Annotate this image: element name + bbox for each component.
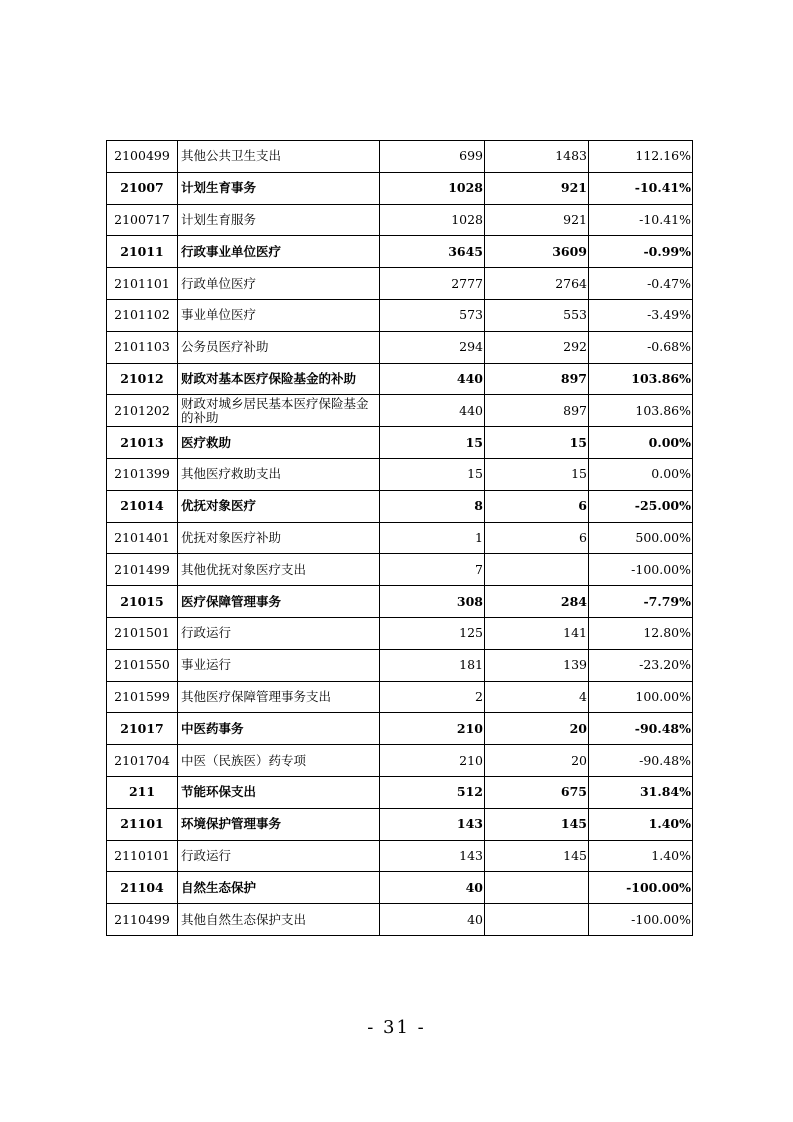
row-name: 计划生育事务 (178, 172, 380, 204)
row-value-2020: 284 (485, 586, 589, 618)
row-value-2019: 573 (380, 299, 485, 331)
table-row (107, 713, 693, 745)
row-name: 公务员医疗补助 (178, 331, 380, 363)
row-value-2019: 210 (380, 713, 485, 745)
table-row (107, 363, 693, 395)
row-value-2020: 6 (485, 490, 589, 522)
table-row (107, 490, 693, 522)
row-code: 21101 (107, 808, 178, 840)
row-code: 2101550 (107, 649, 178, 681)
row-change-percent: 103.86% (589, 395, 693, 427)
table-row (107, 395, 693, 427)
table-row (107, 904, 693, 936)
row-value-2020: 145 (485, 808, 589, 840)
row-code: 2110499 (107, 904, 178, 936)
row-value-2020 (485, 904, 589, 936)
row-change-percent: -90.48% (589, 745, 693, 777)
table-row (107, 458, 693, 490)
row-change-percent: -100.00% (589, 554, 693, 586)
row-code: 2101704 (107, 745, 178, 777)
budget-table (106, 140, 693, 936)
row-change-percent: -0.68% (589, 331, 693, 363)
budget-table-body (107, 141, 693, 936)
row-change-percent: -25.00% (589, 490, 693, 522)
table-row (107, 331, 693, 363)
row-name: 其他优抚对象医疗支出 (178, 554, 380, 586)
row-code: 21011 (107, 236, 178, 268)
row-change-percent: -100.00% (589, 904, 693, 936)
row-value-2019: 143 (380, 840, 485, 872)
row-name: 节能环保支出 (178, 776, 380, 808)
row-value-2020 (485, 554, 589, 586)
row-code: 21017 (107, 713, 178, 745)
row-code: 21012 (107, 363, 178, 395)
row-change-percent: 500.00% (589, 522, 693, 554)
row-name: 其他医疗保障管理事务支出 (178, 681, 380, 713)
table-row (107, 776, 693, 808)
row-name: 行政运行 (178, 840, 380, 872)
row-change-percent: -0.47% (589, 268, 693, 300)
row-value-2019: 7 (380, 554, 485, 586)
row-code: 2101101 (107, 268, 178, 300)
row-code: 2101599 (107, 681, 178, 713)
row-value-2020: 2764 (485, 268, 589, 300)
row-value-2019: 512 (380, 776, 485, 808)
row-change-percent: -90.48% (589, 713, 693, 745)
row-name: 优抚对象医疗 (178, 490, 380, 522)
row-value-2020: 139 (485, 649, 589, 681)
table-row (107, 681, 693, 713)
row-value-2019: 181 (380, 649, 485, 681)
row-code: 21014 (107, 490, 178, 522)
row-code: 2101399 (107, 458, 178, 490)
row-name: 财政对基本医疗保险基金的补助 (178, 363, 380, 395)
row-code: 2100499 (107, 141, 178, 173)
row-value-2019: 308 (380, 586, 485, 618)
row-code: 2101499 (107, 554, 178, 586)
row-code: 21007 (107, 172, 178, 204)
row-value-2020: 6 (485, 522, 589, 554)
row-name: 行政单位医疗 (178, 268, 380, 300)
table-row (107, 617, 693, 649)
row-value-2019: 3645 (380, 236, 485, 268)
row-code: 2101102 (107, 299, 178, 331)
row-value-2020: 20 (485, 745, 589, 777)
row-change-percent: 100.00% (589, 681, 693, 713)
row-change-percent: -0.99% (589, 236, 693, 268)
table-row (107, 204, 693, 236)
row-value-2020: 141 (485, 617, 589, 649)
row-name: 其他自然生态保护支出 (178, 904, 380, 936)
table-row (107, 522, 693, 554)
row-code: 21104 (107, 872, 178, 904)
table-row (107, 745, 693, 777)
row-name: 财政对城乡居民基本医疗保险基金的补助 (178, 395, 380, 427)
row-value-2019: 143 (380, 808, 485, 840)
row-change-percent: 12.80% (589, 617, 693, 649)
row-code: 2110101 (107, 840, 178, 872)
table-row (107, 649, 693, 681)
row-change-percent: -10.41% (589, 172, 693, 204)
row-name: 环境保护管理事务 (178, 808, 380, 840)
row-code: 21015 (107, 586, 178, 618)
page-number: - 31 - (367, 1017, 426, 1038)
row-value-2020: 675 (485, 776, 589, 808)
row-code: 2100717 (107, 204, 178, 236)
row-code: 2101202 (107, 395, 178, 427)
row-value-2019: 2 (380, 681, 485, 713)
row-name: 行政事业单位医疗 (178, 236, 380, 268)
table-row (107, 299, 693, 331)
row-value-2020: 292 (485, 331, 589, 363)
row-code: 2101401 (107, 522, 178, 554)
row-code: 2101501 (107, 617, 178, 649)
row-change-percent: 1.40% (589, 840, 693, 872)
row-value-2020: 921 (485, 204, 589, 236)
row-value-2019: 15 (380, 427, 485, 459)
row-change-percent: 0.00% (589, 427, 693, 459)
row-value-2019: 440 (380, 395, 485, 427)
row-name: 自然生态保护 (178, 872, 380, 904)
row-change-percent: -23.20% (589, 649, 693, 681)
table-row (107, 808, 693, 840)
row-change-percent: 0.00% (589, 458, 693, 490)
row-value-2020: 553 (485, 299, 589, 331)
row-value-2020 (485, 872, 589, 904)
row-value-2019: 1 (380, 522, 485, 554)
row-name: 中医药事务 (178, 713, 380, 745)
row-value-2020: 145 (485, 840, 589, 872)
row-name: 优抚对象医疗补助 (178, 522, 380, 554)
table-row (107, 172, 693, 204)
table-row (107, 840, 693, 872)
row-change-percent: -3.49% (589, 299, 693, 331)
row-code: 211 (107, 776, 178, 808)
row-value-2019: 40 (380, 904, 485, 936)
row-change-percent: 31.84% (589, 776, 693, 808)
row-value-2019: 699 (380, 141, 485, 173)
row-change-percent: -10.41% (589, 204, 693, 236)
row-value-2019: 1028 (380, 172, 485, 204)
row-value-2019: 8 (380, 490, 485, 522)
table-row (107, 554, 693, 586)
table-row (107, 586, 693, 618)
row-value-2019: 1028 (380, 204, 485, 236)
row-name: 中医（民族医）药专项 (178, 745, 380, 777)
row-value-2020: 3609 (485, 236, 589, 268)
row-name: 计划生育服务 (178, 204, 380, 236)
table-row (107, 268, 693, 300)
row-name: 医疗救助 (178, 427, 380, 459)
row-value-2020: 4 (485, 681, 589, 713)
row-value-2020: 921 (485, 172, 589, 204)
row-change-percent: 112.16% (589, 141, 693, 173)
row-name: 行政运行 (178, 617, 380, 649)
row-change-percent: 103.86% (589, 363, 693, 395)
row-code: 2101103 (107, 331, 178, 363)
row-value-2019: 15 (380, 458, 485, 490)
row-value-2019: 40 (380, 872, 485, 904)
row-value-2020: 15 (485, 427, 589, 459)
row-value-2020: 15 (485, 458, 589, 490)
row-value-2019: 2777 (380, 268, 485, 300)
row-name: 事业单位医疗 (178, 299, 380, 331)
table-row (107, 427, 693, 459)
table-row (107, 872, 693, 904)
row-value-2019: 125 (380, 617, 485, 649)
row-value-2020: 897 (485, 363, 589, 395)
row-value-2019: 440 (380, 363, 485, 395)
row-value-2020: 897 (485, 395, 589, 427)
row-change-percent: 1.40% (589, 808, 693, 840)
table-row (107, 236, 693, 268)
row-name: 事业运行 (178, 649, 380, 681)
row-value-2020: 20 (485, 713, 589, 745)
row-value-2019: 210 (380, 745, 485, 777)
row-value-2019: 294 (380, 331, 485, 363)
table-row (107, 141, 693, 173)
row-change-percent: -7.79% (589, 586, 693, 618)
row-change-percent: -100.00% (589, 872, 693, 904)
row-name: 其他医疗救助支出 (178, 458, 380, 490)
row-name: 医疗保障管理事务 (178, 586, 380, 618)
row-code: 21013 (107, 427, 178, 459)
row-name: 其他公共卫生支出 (178, 141, 380, 173)
row-value-2020: 1483 (485, 141, 589, 173)
